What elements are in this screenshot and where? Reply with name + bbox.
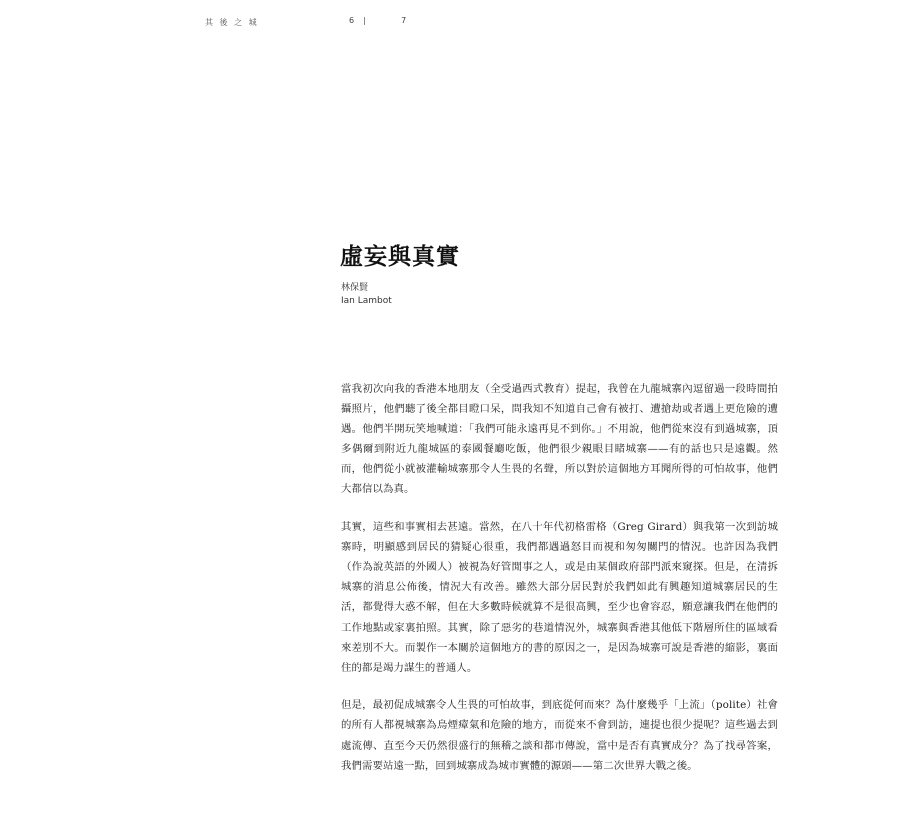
page-number-right: 7	[401, 16, 407, 25]
author-english-name: Ian Lambot	[341, 296, 392, 306]
author-block	[341, 282, 392, 308]
page-numbers	[349, 16, 406, 25]
body-text	[341, 379, 778, 793]
paragraph-2: 其實，這些和事實相去甚遠。當然，在八十年代初格雷格（Greg Girard）與我第一次到訪城寨時，明顯感到居民的猜疑心很重，我們都遇過怒目而視和匆匆關門的情況。也許因為我們（作為說英語的外國人）被視為好管閒事之人，或是由某個政府部門派來窺探。但是，在清拆城寨的消息公佈後，情況大有改善。雖然大部分居民對於我們如此有興趣知道城寨居民的生活，都覺得大惑不解，但在大多數時候就算不是很高興，至少也會容忍，願意讓我們在他們的工作地點或家裏拍照。其實，除了惡劣的巷道情況外，城寨與香港其他低下階層所住的區域看來差別不大。而製作一本關於這個地方的書的原因之一，是因為城寨可說是香港的縮影，裏面住的都是竭力謀生的普通人。	[341, 521, 778, 674]
page-number-divider	[364, 17, 365, 25]
author-chinese-name: 林保賢	[341, 283, 369, 293]
page-number-left: 6	[349, 16, 355, 25]
paragraph-3: 但是，最初促成城寨令人生畏的可怕故事，到底從何而來？為什麼幾乎「上流」（polite）社會的所有人都視城寨為烏煙瘴氣和危險的地方，而從來不會到訪，連提也很少提呢？這些過去到處流傳、直至今天仍然很盛行的無稽之談和都市傳說，當中是否有真實成分？為了找尋答案，我們需要站遠一點，回到城寨成為城市實體的源頭——第二次世界大戰之後。	[341, 699, 778, 772]
chapter-title: 虛妄與真實	[340, 243, 460, 270]
running-head: 其 後 之 城	[205, 18, 259, 27]
paragraph-1: 當我初次向我的香港本地朋友（全受過西式教育）提起，我曾在九龍城寨內逗留過一段時間拍攝照片，他們聽了後全都目瞪口呆，問我知不知道自己會有被打、遭搶劫或者遇上更危險的遭遇。他們半開玩笑地喊道：「我們可能永遠再見不到你。」不用說，他們從來沒有到過城寨，頂多偶爾到附近九龍城區的泰國餐廳吃飯，他們很少親眼目睹城寨——有的話也只是遠觀。然而，他們從小就被灌輸城寨那令人生畏的名聲，所以對於這個地方耳聞所得的可怕故事，他們大都信以為真。	[341, 383, 778, 496]
